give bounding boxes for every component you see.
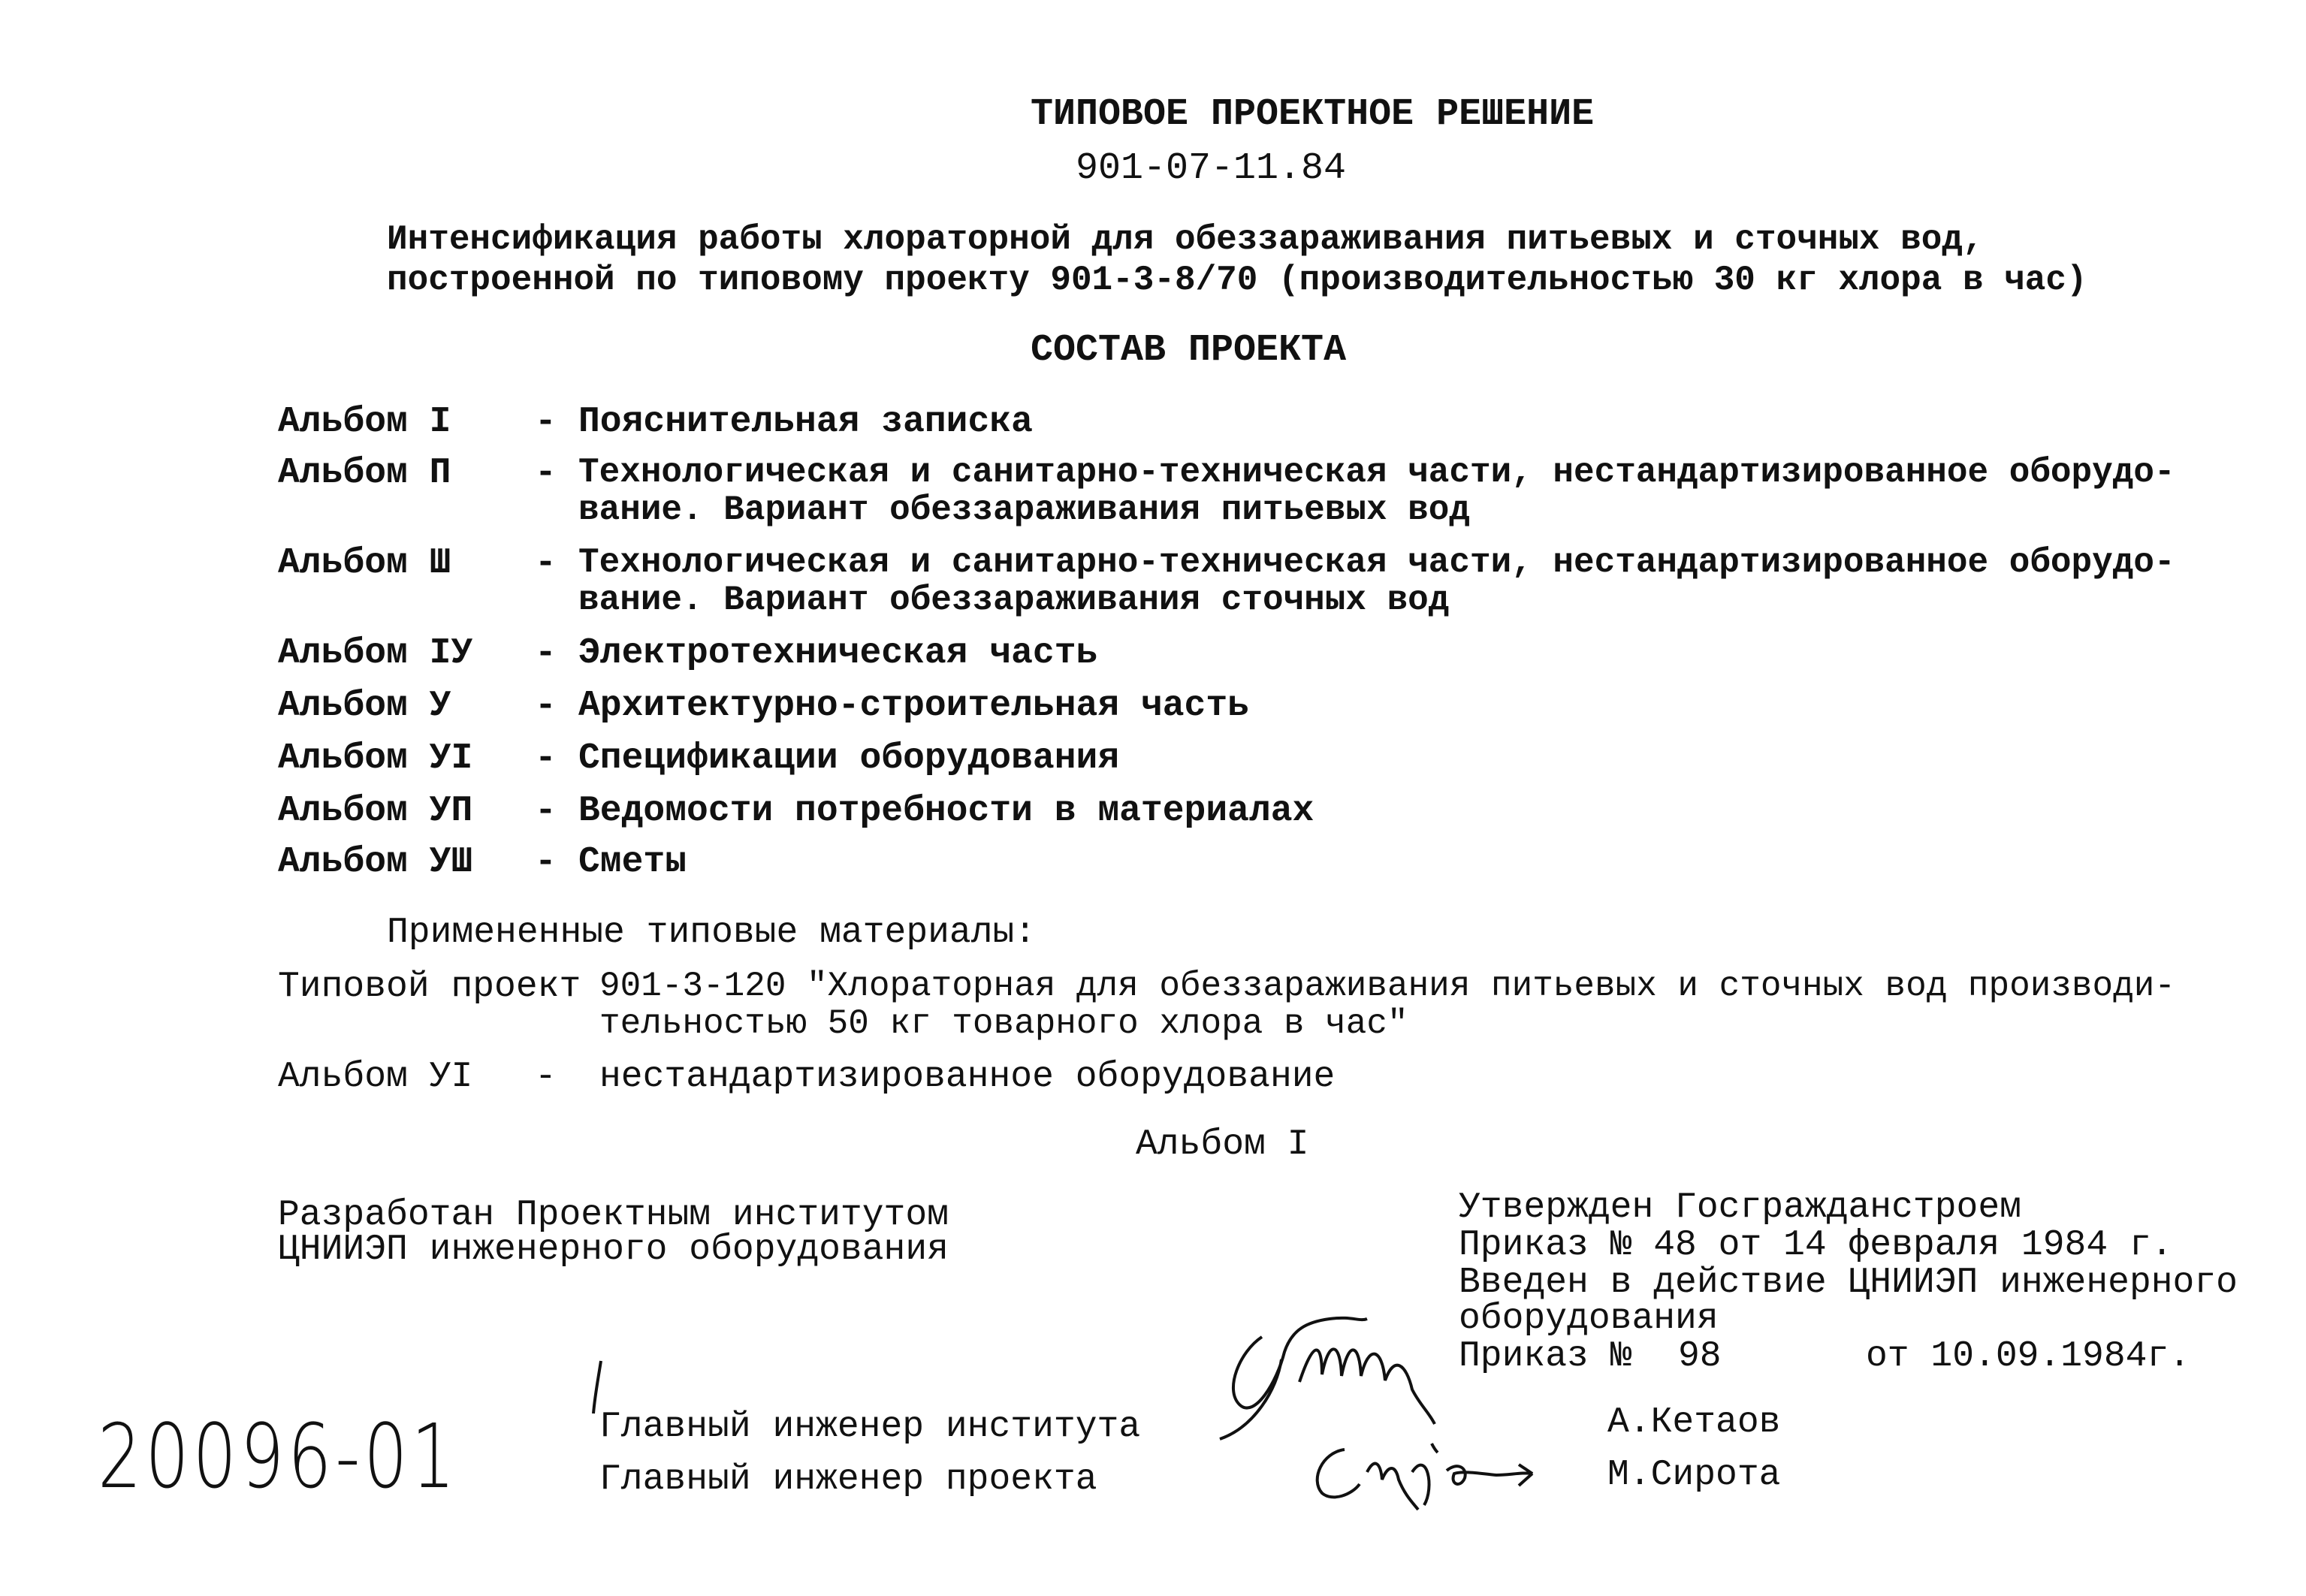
- album-name: Альбом Ш: [278, 543, 451, 584]
- album-dash: -: [535, 633, 557, 674]
- contents-heading: СОСТАВ ПРОЕКТА: [1031, 329, 1347, 372]
- album-name: Альбом У: [278, 686, 451, 726]
- applied-project-line-2: тельностью 50 кг товарного хлора в час": [599, 1004, 1408, 1043]
- album-description: Ведомости потребности в материалах: [578, 791, 1314, 831]
- order-number: 98: [1678, 1336, 1722, 1377]
- album-dash: -: [535, 453, 557, 493]
- album-description: Пояснительная записка: [578, 402, 1033, 442]
- album-description: Технологическая и санитарно-техническая части, нестандартизированное оборудо-: [578, 543, 2175, 582]
- order-date: от 10.09.1984г.: [1866, 1336, 2191, 1377]
- signatory-role: Главный инженер института: [599, 1407, 1141, 1447]
- album-name: Альбом УШ: [278, 842, 473, 882]
- album-description: Спецификации оборудования: [578, 738, 1120, 779]
- applied-album-dash: -: [535, 1057, 557, 1097]
- album-description: Технологическая и санитарно-техническая части, нестандартизированное оборудо-: [578, 453, 2175, 492]
- album-dash: -: [535, 842, 557, 882]
- album-description: Архитектурно-строительная часть: [578, 686, 1249, 726]
- current-album-label: Альбом I: [1136, 1124, 1309, 1165]
- registration-stamp-number: 20096-01: [98, 1404, 459, 1508]
- developed-line-2: ЦНИИЭП инженерного оборудования: [278, 1229, 949, 1270]
- album-description: Сметы: [578, 842, 687, 882]
- order-label: Приказ №: [1459, 1336, 1632, 1377]
- signatory-name: М.Сирота: [1607, 1455, 1781, 1495]
- subject-line-2: построенной по типовому проекту 901-3-8/70 (производительностью 30 кг хлора в час): [387, 261, 2087, 300]
- album-description-cont: вание. Вариант обеззараживания питьевых вод: [578, 490, 1470, 529]
- approved-line-4: оборудования: [1459, 1299, 1719, 1339]
- album-dash: -: [535, 686, 557, 726]
- album-dash: -: [535, 402, 557, 442]
- album-dash: -: [535, 791, 557, 831]
- album-dash: -: [535, 543, 557, 584]
- applied-project-line-1: 901-3-120 "Хлораторная для обеззараживания питьевых и сточных вод производи-: [599, 967, 2175, 1006]
- album-dash: -: [535, 738, 557, 779]
- applied-heading: Примененные типовые материалы:: [387, 913, 1037, 953]
- album-description: Электротехническая часть: [578, 633, 1098, 674]
- signature-chief-engineer-institute: [1209, 1292, 1465, 1442]
- approved-line-3: Введен в действие ЦНИИЭП инженерного: [1459, 1263, 2238, 1303]
- album-name: Альбом П: [278, 453, 451, 493]
- document-type-title: ТИПОВОЕ ПРОЕКТНОЕ РЕШЕНИЕ: [1031, 93, 1595, 136]
- subject-line-1: Интенсификация работы хлораторной для обеззараживания питьевых и сточных вод,: [387, 220, 1984, 259]
- album-description-cont: вание. Вариант обеззараживания сточных вод: [578, 581, 1450, 620]
- margin-tick-mark: [587, 1358, 610, 1418]
- applied-project-label: Типовой проект: [278, 967, 581, 1007]
- document-code: 901-07-11.84: [1076, 147, 1347, 190]
- signatory-role: Главный инженер проекта: [599, 1459, 1097, 1500]
- applied-album-name: Альбом УI: [278, 1057, 473, 1097]
- approved-line-2: Приказ № 48 от 14 февраля 1984 г.: [1459, 1225, 2173, 1266]
- developed-line-1: Разработан Проектным институтом: [278, 1195, 949, 1235]
- album-name: Альбом I: [278, 402, 451, 442]
- album-name: Альбом IУ: [278, 633, 473, 674]
- signature-chief-engineer-project: [1299, 1427, 1555, 1517]
- album-name: Альбом УI: [278, 738, 473, 779]
- album-name: Альбом УП: [278, 791, 473, 831]
- applied-album-text: нестандартизированное оборудование: [599, 1057, 1336, 1097]
- signatory-name: А.Кетаов: [1607, 1402, 1781, 1443]
- approved-line-1: Утвержден Госгражданстроем: [1459, 1187, 2021, 1228]
